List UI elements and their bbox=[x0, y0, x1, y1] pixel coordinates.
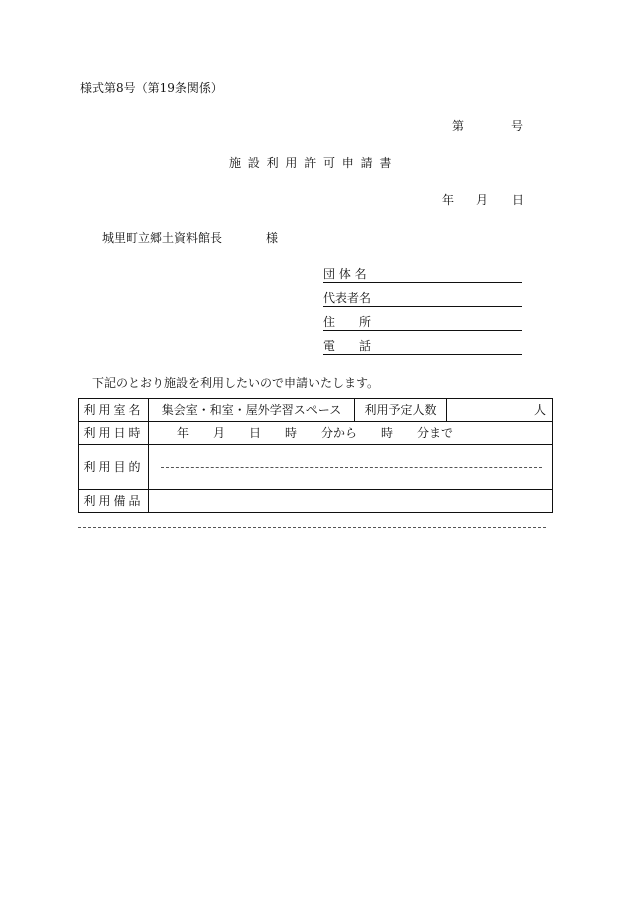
phone-label: 電 話 bbox=[323, 339, 372, 353]
people-unit: 人 bbox=[533, 403, 546, 417]
table-row bbox=[79, 445, 553, 490]
form-number: 様式第8号（第19条関係） bbox=[80, 81, 223, 95]
address-field[interactable] bbox=[323, 312, 522, 331]
page-title: 施設利用許可申請書 bbox=[229, 156, 399, 170]
equipment-label: 利用備品 bbox=[79, 490, 149, 513]
table-row bbox=[79, 399, 553, 422]
datetime-label: 利用日時 bbox=[79, 422, 149, 445]
date-year-label: 年 bbox=[442, 193, 455, 207]
purpose-field[interactable] bbox=[149, 445, 553, 490]
intro-text: 下記のとおり施設を利用したいので申請いたします。 bbox=[92, 376, 380, 390]
equipment-field[interactable] bbox=[149, 490, 553, 513]
table-row bbox=[79, 422, 553, 445]
document-number-suffix: 号 bbox=[511, 119, 524, 133]
group-name-label: 団 体 名 bbox=[323, 267, 367, 281]
people-label: 利用予定人数 bbox=[355, 399, 447, 422]
room-label: 利用室名 bbox=[79, 399, 149, 422]
honorific: 様 bbox=[266, 231, 279, 245]
date-day-label: 日 bbox=[512, 193, 525, 207]
cut-line bbox=[78, 527, 546, 528]
document-number-prefix: 第 bbox=[452, 119, 465, 133]
date-month-label: 月 bbox=[476, 193, 489, 207]
group-name-field[interactable] bbox=[323, 264, 522, 283]
purpose-dashed-line bbox=[161, 467, 542, 468]
purpose-label: 利用目的 bbox=[79, 445, 149, 490]
representative-field[interactable] bbox=[323, 288, 522, 307]
address-label: 住 所 bbox=[323, 315, 372, 329]
representative-label: 代表者名 bbox=[323, 291, 372, 305]
people-count-field[interactable] bbox=[447, 399, 553, 422]
datetime-field[interactable]: 年 月 日 時 分から 時 分まで bbox=[149, 422, 553, 445]
phone-field[interactable] bbox=[323, 336, 522, 355]
room-value[interactable]: 集会室・和室・屋外学習スペース bbox=[149, 399, 355, 422]
table-row bbox=[79, 490, 553, 513]
addressee: 城里町立郷土資料館長 bbox=[102, 231, 223, 245]
application-table bbox=[78, 398, 553, 513]
